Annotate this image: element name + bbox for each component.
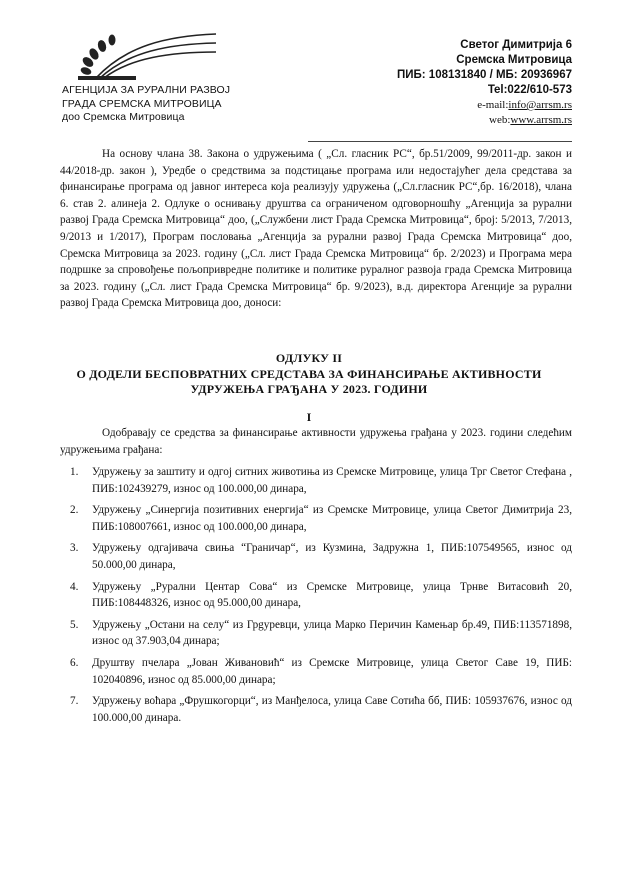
grant-list — [60, 464, 572, 731]
list-item — [60, 579, 572, 612]
list-item-number: 4. — [70, 580, 79, 593]
list-item — [60, 693, 572, 726]
header-divider — [308, 141, 572, 142]
agency-name-line1: АГЕНЦИЈА ЗА РУРАЛНИ РАЗВОЈ — [62, 84, 231, 96]
list-item — [60, 464, 572, 497]
list-item — [60, 540, 572, 573]
address-city: Сремска Митровица — [456, 54, 572, 66]
agency-name-line3: доо Сремска Митровица — [62, 111, 185, 123]
list-item-number: 1. — [70, 466, 79, 478]
preamble-paragraph: На основу члана 38. Закона о удружењима ( „Сл. гласник РС“, бр.51/2009, 99/2011-др. закон и 44/2018-др. закон ), Уредбе о средствима за подстицање програма или недостајућег дела средстава за финансирање програма од јавног интереса која реализују удружења („Сл.гласник РС“,бр. 16/2018), члана 6. став 2. алинеја 2. Одлуке о оснивању друштва са ограниченом одговорношћу „Агенција за рурални развој Града Сремска Митровица“ доо, („Службени лист Града Сремска Митровица“, број: 5/2013, 7/2013, 9/2013 и 1/2017), Програм пословања „Агенција за рурални развој Града Сремска Митровица“ доо, Сремска Митровица за 2023. годину („Сл. лист Града Сремска Митровица“ бр. 2/2023) и Програма мера подршке за спровођење пољопривредне политике и политике руралног развоја града Сремска Митровица за 2023. годину („Сл. лист Града Сремска Митровица“ бр. 9/2023), в.д. директора Агенције за рурални развој Града Сремска Митровица доо, доноси: — [60, 148, 572, 310]
list-item-number: 3. — [70, 542, 79, 555]
pib-mb: ПИБ: 108131840 / МБ: 20936967 — [396, 69, 572, 81]
section-number: I — [306, 410, 312, 424]
list-item-number: 7. — [70, 695, 79, 708]
email-prefix: e-mail: — [477, 99, 509, 111]
list-item-text: Удружењу „Остани на селу“ из Грgуревци, улица Марко Перичин Камењар бр.49, ПИБ:113571898, износ од 37.903,04 динара; — [92, 618, 572, 648]
web-line — [397, 113, 572, 128]
decision-title-line3: УДРУЖЕЊА ГРАЂАНА У 2023. ГОДИНИ — [190, 382, 428, 396]
list-item-text: Друштву пчелара „Јован Живановић“ из Сремске Митровице, улица Светог Саве 19, ПИБ: 102040896, износ од 85.000,00 динара; — [92, 656, 572, 686]
address-street: Светог Димитрија 6 — [460, 39, 572, 51]
decision-title — [40, 351, 578, 398]
email-line — [397, 98, 572, 113]
list-item — [60, 502, 572, 535]
agency-name — [62, 84, 282, 125]
list-item-text: Удружењу за заштиту и одгој ситних животиња из Сремске Митровице, улица Трг Светог Стефана , ПИБ:102439279, износ од 100.000,00 динара, — [92, 466, 572, 495]
list-item-number: 6. — [70, 656, 79, 669]
agency-name-line2: ГРАДА СРЕМСКА МИТРОВИЦА — [62, 97, 222, 110]
decision-title-line2: О ДОДЕЛИ БЕСПОВРАТНИХ СРЕДСТАВА ЗА ФИНАНСИРАЊЕ АКТИВНОСТИ — [76, 366, 542, 381]
list-item-number: 5. — [70, 618, 79, 631]
web-prefix: web: — [489, 114, 511, 126]
agency-logo-icon — [66, 16, 226, 86]
list-item-text: Удружењу одгајивача свиња “Граничар“, из Кузмина, Задружна 1, ПИБ:107549565, износ од 50.000,00 динара, — [92, 542, 572, 571]
intro-paragraph: Одобравају се средства за финансирање активности удружења грађана у 2023. години следећим удружењима грађана: — [60, 427, 572, 456]
web-link[interactable]: www.arrsm.rs — [510, 114, 572, 126]
decision-title-line1: ОДЛУКУ II — [275, 351, 343, 365]
list-item-text: Удружењу „Синергија позитивних енергија“ из Сремске Митровице, улица Светог Димитрија 23, ПИБ:108007661, износ од 100.000,00 динара, — [92, 504, 572, 533]
email-link[interactable]: info@arrsm.rs — [508, 99, 572, 111]
list-item — [60, 617, 572, 650]
list-item-number: 2. — [70, 504, 79, 517]
address-block — [397, 38, 572, 128]
telephone: Tel:022/610-573 — [487, 84, 572, 96]
list-item — [60, 655, 572, 688]
list-item-text: Удружењу воћара „Фрушкогорци“, из Манђелоса, улица Саве Сотића бб, ПИБ: 105937676, износ од 100.000,00 динара. — [92, 695, 572, 724]
list-item-text: Удружењу „Рурални Центар Сова“ из Сремске Митровице, улица Трнве Витасовић 20, ПИБ:108448326, износ од 95.000,00 динара, — [92, 580, 572, 610]
